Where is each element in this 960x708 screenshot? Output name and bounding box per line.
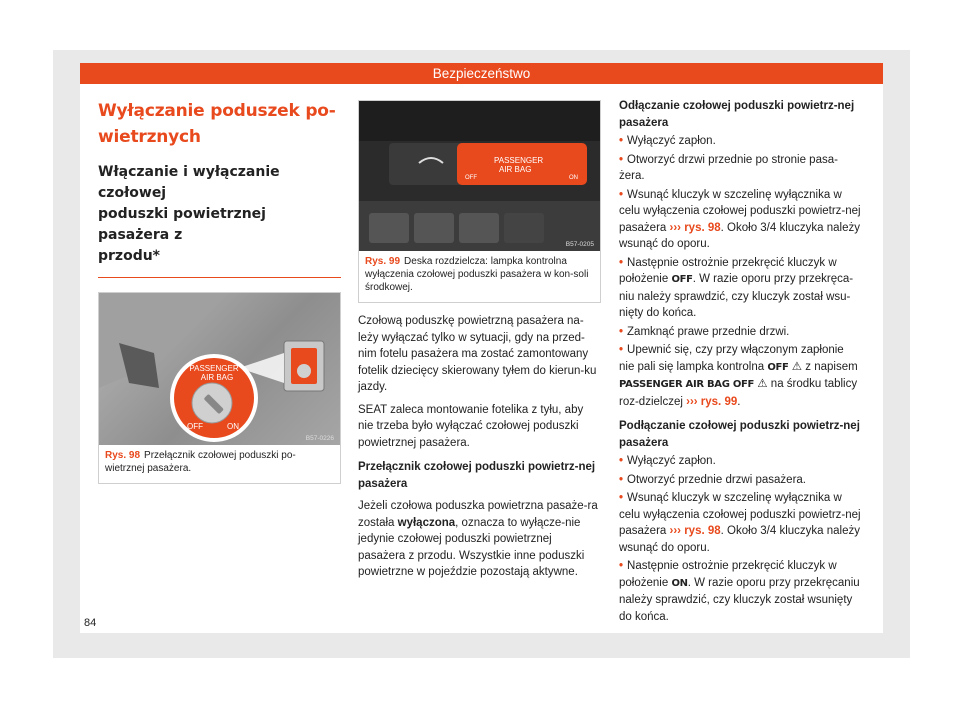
text-run: Zamknąć prawe przednie drzwi. [627,325,790,338]
figure-label: Rys. 98 [105,450,141,461]
caption-text: Przełącznik czołowej poduszki po-wietrznej pasażera. [105,450,296,474]
page-number: 84 [84,617,97,629]
list-item [619,490,862,556]
text-run: Otworzyć przednie drzwi pasażera. [627,473,806,486]
bullet-icon: • [619,153,624,166]
panel-label-line1: PASSENGER [494,156,544,165]
bullet-icon: • [619,256,624,269]
list-item [619,472,862,489]
subsection-title-line: Włączanie i wyłączanie czołowej [98,164,280,201]
section-header: Bezpieczeństwo [80,63,883,84]
list-item [619,187,862,253]
bullet-icon: • [619,344,624,356]
position-tag: ON [671,577,688,589]
switch-label-line1: PASSENGER [189,364,239,373]
figure-link[interactable]: ››› rys. 98 [669,525,721,537]
list-item [619,558,862,625]
position-tag: OFF [671,274,693,285]
switch-off-label: OFF [187,422,203,431]
subsection-title [98,162,341,278]
text-run: Wsunąć kluczyk w szczelinę wyłącznika w celu wyłączenia czołowej poduszki powietrz-nej pasażera [619,492,861,537]
text-run: . Około 3/4 kluczyka należy wsunąć do oporu. [619,221,860,250]
text-run: Następnie ostrożnie przekręcić kluczyk w położenie [619,256,837,285]
text-run: Wyłączyć zapłon. [627,135,716,147]
bullet-icon: • [619,492,624,504]
paragraph [358,498,601,581]
section-title-line: wietrznych [98,127,201,147]
list-item [619,152,862,185]
emphasis: wyłączona [397,516,456,529]
section-title [98,98,341,150]
figure-link[interactable]: ››› rys. 98 [669,221,721,234]
child-seat-icon: ⚠ [754,378,768,390]
panel-label-line2: AIR BAG [499,165,532,174]
column-3 [619,98,862,625]
console-illustration [359,101,600,251]
text-run: Wyłączyć zapłon. [627,455,716,467]
subheading: Przełącznik czołowej poduszki powietrz-nej pasażera [358,461,596,490]
subsection-title-line: poduszki powietrznej pasażera z [98,206,266,243]
figure-code: B57-0226 [305,435,334,442]
list-item [619,324,862,341]
text-run: . W razie oporu przy przekręca-niu należy sprawdzić, czy kluczyk został wsu-nięty do końca. [619,273,854,319]
bullet-icon: • [619,560,624,572]
column-1 [98,98,341,484]
text-run: , oznacza to wyłącze-nie jedynie czołowej poduszki powietrznej pasażera z przodu. Wszystkie inne poduszki powietrzne w pojeździe pozostają aktywne. [358,516,585,578]
section-title-line: Wyłączanie poduszek po- [98,101,336,121]
list-item [619,255,862,322]
list-item [619,453,862,470]
figure-99-image [359,101,600,251]
figure-link[interactable]: ››› rys. 99 [686,395,738,408]
text-run: . Około 3/4 kluczyka należy wsunąć do oporu. [619,525,860,554]
bullet-icon: • [619,473,624,486]
figure-99-caption [359,251,600,302]
bullet-icon: • [619,325,624,338]
paragraph: SEAT zaleca montowanie fotelika z tyłu, aby nie trzeba było wyłączać czołowej poduszki powietrznej pasażera. [358,403,584,449]
figure-98 [98,292,341,484]
subsection-title-line: przodu* [98,248,161,264]
switch-label-line2: AIR BAG [200,373,234,382]
text-run: Upewnić się, czy przy włączonym zapłonie nie pali się lampka kontrolna [619,344,844,373]
bullet-icon: • [619,455,624,467]
text-run: z napisem [802,360,858,373]
text-run: . [737,395,741,408]
caption-text: Deska rozdzielcza: lampka kontrolna wyłączenia czołowej poduszki pasażera w kon-soli środkowej. [365,256,589,293]
figure-98-image [99,293,340,445]
paragraph: Czołową poduszkę powietrzną pasażera na-leży wyłączać tylko w sytuacji, gdy na przed-nim fotelu pasażera ma zostać zamontowany fotelik dziecięcy skierowany tyłem do kierun-ku jazdy. [358,315,597,393]
text-run: Jeżeli czołowa poduszka powietrzna pasaże-ra została [358,500,598,529]
column-2 [358,98,601,581]
text-run: na środku tablicy roz-dzielczej [619,378,858,408]
text-run: . W razie oporu przy przekręcaniu należy sprawdzić, czy kluczyk został wsunięty do końca. [619,576,860,623]
figure-label: Rys. 99 [365,256,401,267]
text-run: Wsunąć kluczyk w szczelinę wyłącznika w celu wyłączenia czołowej poduszki powietrz-nej pasażera [619,188,861,234]
panel-off-label: OFF [465,175,477,181]
bullet-icon: • [619,188,624,201]
figure-99 [358,100,601,303]
text-run: Otworzyć drzwi przednie po stronie pasa-żera. [619,153,838,182]
text-run: Następnie ostrożnie przekręcić kluczyk w położenie [619,560,837,589]
subheading: Odłączanie czołowej poduszki powietrz-nej pasażera [619,100,855,129]
subheading: Podłączanie czołowej poduszki powietrz-nej pasażera [619,420,860,449]
warning-lamp-tag: PASSENGER AIR BAG OFF [619,379,755,390]
panel-on-label: ON [569,175,578,181]
warning-lamp-tag: OFF [767,361,789,373]
figure-code: B57-0205 [565,241,594,248]
list-item [619,342,862,410]
switch-on-label: ON [227,422,239,431]
figure-98-caption [99,445,340,483]
bullet-icon: • [619,135,624,147]
child-seat-icon: ⚠ [788,360,803,373]
switch-illustration [99,293,340,445]
list-item [619,133,862,150]
